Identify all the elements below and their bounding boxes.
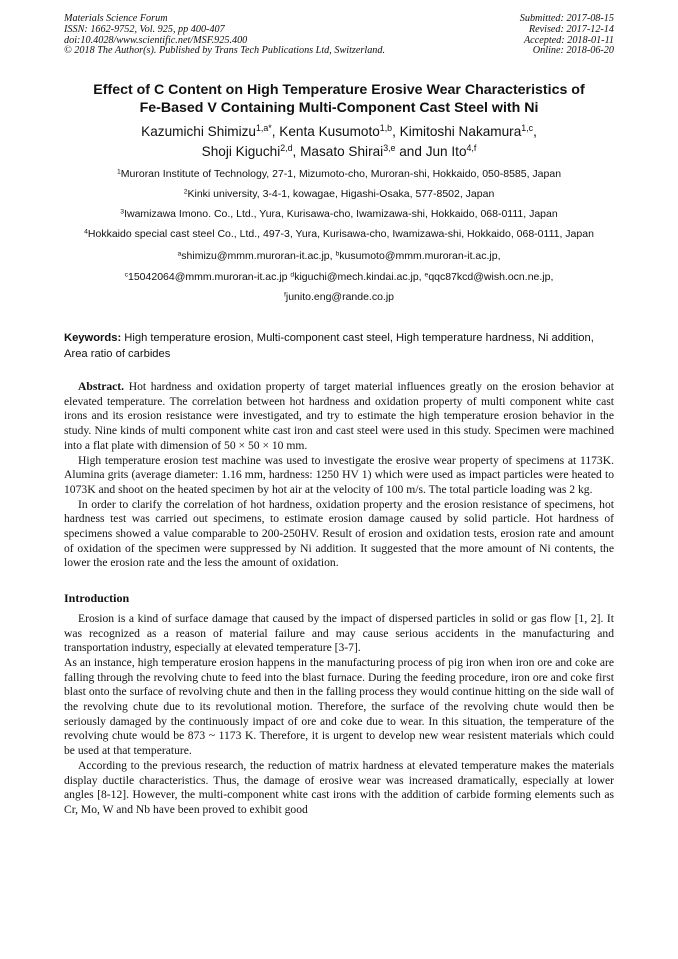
email-line-1 <box>56 249 622 264</box>
journal-header <box>64 14 385 57</box>
submitted-date: Submitted: 2017-08-15 <box>519 13 614 24</box>
email-mark: a <box>177 250 182 258</box>
email-mark: e <box>424 270 429 278</box>
keywords-label: Keywords: <box>64 332 122 344</box>
article-doi: doi:10.4028/www.scientific.net/MSF.925.400 <box>64 34 248 46</box>
abstract-label: Abstract. <box>78 380 125 393</box>
affiliation-text: Hokkaido special cast steel Co., Ltd., 497-3, Yura, Kurisawa-cho, Iwamizawa-shi, Hokkaido, 068-0111, Japan <box>87 228 594 240</box>
email-separator: , <box>418 270 425 283</box>
email-separator: , <box>497 250 501 262</box>
email-link[interactable]: shimizu@mmm.muroran-it.ac.jp <box>181 250 330 262</box>
author-name: Kazumichi Shimizu <box>141 124 256 139</box>
keywords-text: High temperature erosion, Multi-component cast steel, High temperature hardness, Ni addition, Area ratio of carbides <box>64 332 594 360</box>
body-paragraph: Erosion is a kind of surface damage that caused by the impact of dispersed particles in solid or gas flow [1, 2]. It was recognized as a reason of material failure and may cause serious accidents in the manufacturing and transportation industry, especially at elevated temperature [3-7]. <box>64 611 614 655</box>
affiliation-text: Muroran Institute of Technology, 27-1, Mizumoto-cho, Muroran-shi, Hokkaido, 050-8585, Japan <box>120 168 562 180</box>
affiliation-text: Kinki university, 3-4-1, kowagae, Higashi-Osaka, 577-8502, Japan <box>187 188 495 200</box>
author-affiliation-mark: 3,e <box>383 143 396 154</box>
author-separator: , <box>392 124 400 139</box>
author-affiliation-mark: 1,a* <box>256 123 272 134</box>
author-separator: and <box>395 144 426 159</box>
keywords-block <box>64 331 614 362</box>
publication-dates <box>520 14 614 57</box>
title-line-1: Effect of C Content on High Temperature Erosive Wear Characteristics of <box>93 82 585 98</box>
author-affiliation-mark: 4,f <box>466 143 477 154</box>
affiliation-mark: 3 <box>120 208 125 216</box>
body-paragraph: As an instance, high temperature erosion happens in the manufacturing process of pig iron when iron ore and coke are falling through the revolving chute to feed into the blast furnace. During the feeding procedure, iron ore and coke first blast onto the surface of revolving chute and then in the falling process they would continue hitting on the side wall of the revolving chute due to its revolutional motion. Therefore, the surface of the revolving chute would then be seriously damaged by the continuously impact of ore and coke due to wear. In this situation, the temperature of the revolving chute would be 873 ~ 1173 K. Therefore, it is urgent to develop new wear resistent materials which could be used at that temperature. <box>64 655 614 758</box>
email-link[interactable]: 15042064@mmm.muroran-it.ac.jp <box>128 270 288 283</box>
email-link[interactable]: junito.eng@rande.co.jp <box>285 291 395 303</box>
affiliation-list <box>56 167 622 311</box>
abstract-text: Hot hardness and oxidation property of target material influences greatly on the erosion behavior at elevated temperature. The correlation between hot hardness and oxidation property of multi component white cast irons and its erosion resistance were investigated, and try to estimate the high temperature erosion behavior in the study. Nine kinds of multi component white cast iron and cast steel were used in this study. Specimen were machined into a flat plate with dimension of 50 × 50 × 10 mm. <box>64 380 614 452</box>
affiliation-mark: 1 <box>116 168 121 176</box>
email-separator: , <box>329 250 336 262</box>
email-mark: f <box>283 291 286 299</box>
journal-issn: ISSN: 1662-9752, Vol. 925, pp 400-407 <box>64 23 225 35</box>
author-line-1 <box>40 122 638 142</box>
author-separator: , <box>533 124 537 139</box>
section-heading: Introduction <box>64 591 130 606</box>
author-name: Kenta Kusumoto <box>279 124 380 139</box>
accepted-date: Accepted: 2018-01-11 <box>523 34 614 46</box>
author-list <box>40 122 638 162</box>
affiliation <box>56 167 622 181</box>
copyright-notice: © 2018 The Author(s). Published by Trans Tech Publications Ltd, Switzerland. <box>64 45 386 57</box>
abstract-paragraph <box>64 380 614 454</box>
body-paragraph: According to the previous research, the reduction of matrix hardness at elevated temperature makes the materials display ductile characteristics. Thus, the damage of erosive wear was increased dramatically, especially at lower angles [8-12]. However, the multi-component white cast irons with the addition of carbide forming elements such as Cr, Mo, W and Nb have been proved to exhibit good <box>64 758 614 816</box>
author-affiliation-mark: 2,d <box>280 143 293 154</box>
paper-title <box>40 81 638 117</box>
affiliation <box>56 187 622 201</box>
author-separator: , <box>292 144 301 159</box>
email-link[interactable]: kiguchi@mech.kindai.ac.jp <box>294 270 419 283</box>
author-line-2 <box>40 142 638 162</box>
email-separator: , <box>550 270 554 283</box>
abstract-paragraph: In order to clarify the correlation of hot hardness, oxidation property and the erosion resistance of specimens, hot hardness test was carried out specimens, to estimate erosion damage caused by solid particle. Hot hardness of specimens showed a value comparable to 200-250HV. Result of erosion and oxidation tests, erosion rate and amount of oxidation of the specimen were suppressed by Ni addition. It suggested that the more amount of Ni contents, the lower the erosion rate and the less the amount of oxidation. <box>64 497 614 570</box>
journal-name: Materials Science Forum <box>64 13 168 24</box>
email-line-2 <box>56 270 622 285</box>
title-line-2: Fe-Based V Containing Multi-Component Cast Steel with Ni <box>139 100 539 116</box>
email-mark: c <box>124 270 128 278</box>
author-name: Jun Ito <box>425 144 467 159</box>
abstract-paragraph: High temperature erosion test machine was used to investigate the erosive wear property of specimens at 1173K. Alumina grits (average diameter: 1.16 mm, hardness: 1250 HV 1) which were used as impact particles were heated to 1073K and shoot on the heated specimen by hot air at the velocity of 100 m/s. The total particle loading was 2 kg. <box>64 453 614 496</box>
affiliation <box>56 207 622 221</box>
email-line-3 <box>56 290 622 305</box>
email-list <box>56 249 622 305</box>
email-mark: b <box>335 250 340 258</box>
paper-body <box>64 380 614 818</box>
email-link[interactable]: kusumoto@mmm.muroran-it.ac.jp <box>339 250 498 262</box>
author-affiliation-mark: 1,c <box>521 123 534 134</box>
email-mark: d <box>290 270 295 278</box>
revised-date: Revised: 2017-12-14 <box>528 23 614 35</box>
author-separator: , <box>271 124 280 139</box>
affiliation-mark: 2 <box>183 188 188 196</box>
email-link[interactable]: qqc87kcd@wish.ocn.ne.jp <box>428 270 551 283</box>
affiliation-text: Iwamizawa Imono. Co., Ltd., Yura, Kurisawa-cho, Iwamizawa-shi, Hokkaido, 068-0111, Japan <box>124 208 558 220</box>
author-name: Masato Shirai <box>300 144 384 159</box>
author-affiliation-mark: 1,b <box>379 123 393 134</box>
affiliation <box>56 227 622 241</box>
author-name: Shoji Kiguchi <box>201 144 281 159</box>
affiliation-mark: 4 <box>84 228 88 236</box>
online-date: Online: 2018-06-20 <box>532 45 614 57</box>
author-name: Kimitoshi Nakamura <box>399 124 522 139</box>
